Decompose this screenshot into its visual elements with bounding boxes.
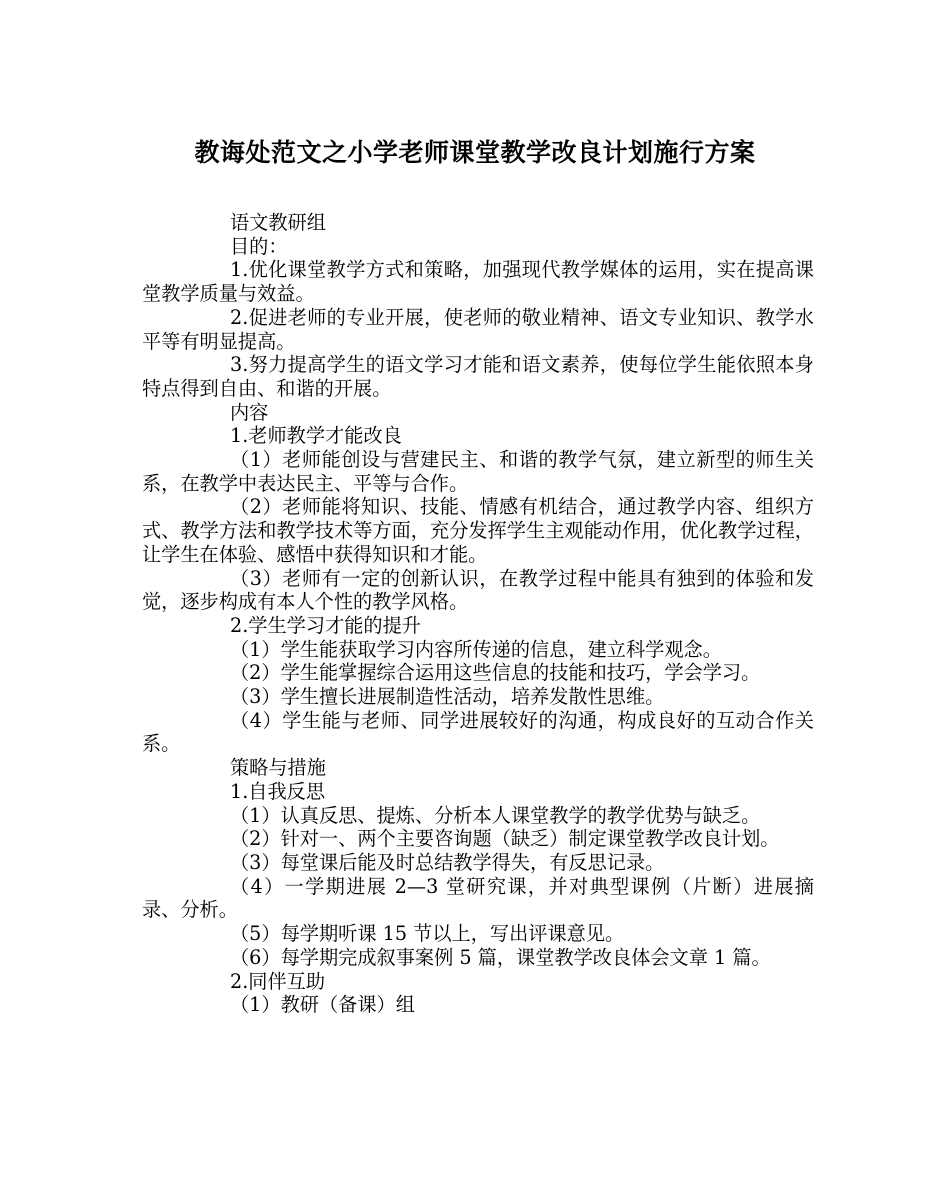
paragraph: （1）教研（备课）组 [230, 993, 415, 1017]
paragraph: （6）每学期完成叙事案例 5 篇，课堂教学改良体会文章 1 篇。 [230, 945, 771, 969]
heading-strategy: 策略与措施 [230, 756, 326, 780]
paragraph: （1）老师能创设与营建民主、和谐的教学气氛，建立新型的师生关系，在教学中表达民主、平等与合作。 [142, 448, 814, 495]
paragraph-group-name: 语文教研组 [230, 211, 326, 234]
paragraph: 1.优化课堂教学方式和策略，加强现代教学媒体的运用，实在提高课堂教学质量与效益。 [142, 258, 814, 306]
paragraph: （1）认真反思、提炼、分析本人课堂教学的教学优势与缺乏。 [230, 803, 761, 827]
paragraph: （5）每学期听课 15 节以上，写出评课意见。 [230, 922, 625, 946]
subheading: 2.学生学习才能的提升 [230, 613, 421, 637]
heading-content: 内容 [230, 400, 269, 424]
paragraph: （3）老师有一定的创新认识，在教学过程中能具有独到的体验和发觉，逐步构成有本人个性的教学风格。 [142, 566, 814, 614]
paragraph: （2）针对一、两个主要咨询题（缺乏）制定课堂教学改良计划。 [230, 827, 780, 851]
paragraph: （1）学生能获取学习内容所传递的信息，建立科学观念。 [230, 637, 722, 661]
subheading: 1.自我反思 [230, 779, 326, 803]
paragraph: （2）学生能掌握综合运用这些信息的技能和技巧，学会学习。 [230, 661, 761, 685]
document-title: 教诲处范文之小学老师课堂教学改良计划施行方案 [194, 138, 756, 167]
document-body [142, 211, 814, 1017]
subheading: 2.同伴互助 [230, 969, 326, 993]
paragraph: 3.努力提高学生的语文学习才能和语文素养，使每位学生能依照本身特点得到自由、和谐的开展。 [142, 353, 814, 400]
paragraph: （4）学生能与老师、同学进展较好的沟通，构成良好的互动合作关系。 [142, 708, 814, 756]
paragraph: （3）每堂课后能及时总结教学得失，有反思记录。 [230, 850, 665, 874]
paragraph: （3）学生擅长进展制造性活动，培养发散性思维。 [230, 685, 665, 709]
subheading: 1.老师教学才能改良 [230, 424, 402, 448]
heading-purpose: 目的： [230, 234, 288, 258]
paragraph: （4）一学期进展 2—3 堂研究课，并对典型课例（片断）进展摘录、分析。 [142, 874, 814, 922]
paragraph: （2）老师能将知识、技能、情感有机结合，通过教学内容、组织方式、教学方法和教学技术等方面，充分发挥学生主观能动作用，优化教学过程，让学生在体验、感悟中获得知识和才能。 [142, 495, 814, 566]
paragraph: 2.促进老师的专业开展，使老师的敬业精神、语文专业知识、教学水平等有明显提高。 [142, 305, 814, 353]
